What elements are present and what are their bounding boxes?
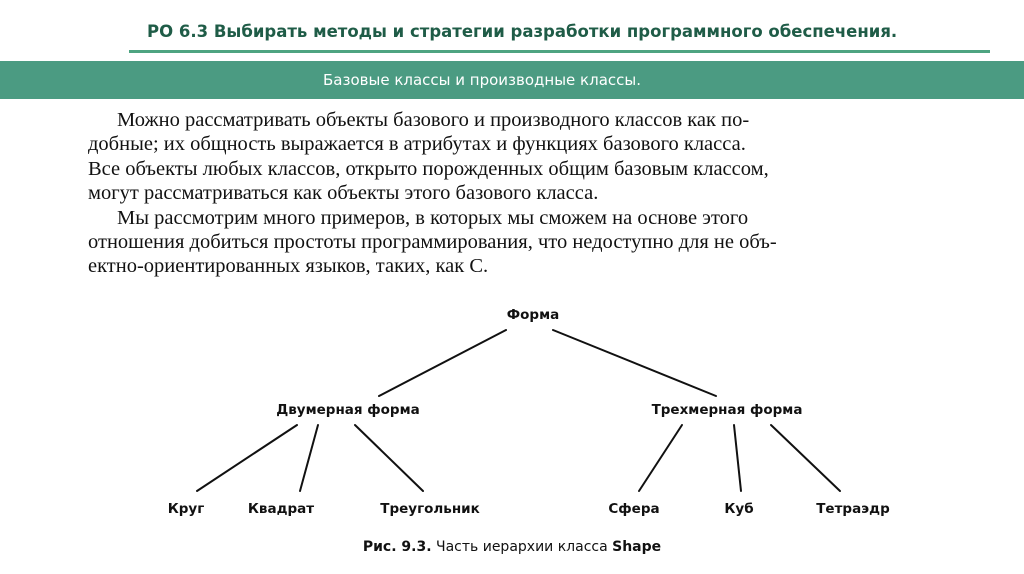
paragraph-1-line-2: добные; их общность выражается в атрибутах и функциях базового класса. [88, 133, 746, 156]
edge-3d-to-tetrahedron [771, 425, 840, 491]
paragraph-1-line-3: Все объекты любых классов, открыто порожденных общим базовым классом, [88, 157, 769, 180]
paragraph-1-line-1: Можно рассматривать объекты базового и производного классов как по- [117, 109, 750, 131]
edge-2d-to-square [300, 425, 318, 491]
node-root: Форма [506, 307, 560, 323]
edge-2d-to-triangle [355, 425, 423, 491]
paragraph-2-line-1: Мы рассмотрим много примеров, в которых мы сможем на основе этого [117, 206, 749, 229]
node-2d-shape: Двумерная форма [276, 402, 420, 418]
paragraph-1-line-4: могут рассматриваться как объекты этого базового класса. [88, 182, 599, 205]
edge-root-to-3d [553, 330, 716, 396]
node-3d-shape: Трехмерная форма [651, 402, 803, 418]
paragraph-2-line-3: ектно-ориентированных языков, таких, как С. [88, 255, 489, 278]
slide-header-title: РО 6.3 Выбирать методы и стратегии разработки программного обеспечения. [147, 22, 898, 41]
edge-3d-to-sphere [639, 425, 682, 491]
node-circle: Круг [167, 501, 205, 517]
banner-title: Базовые классы и производные классы. [323, 71, 641, 89]
caption-figure-label: Рис. 9.3. [362, 539, 432, 555]
caption-text: Часть иерархии класса [435, 539, 608, 555]
node-cube: Куб [724, 501, 754, 517]
edge-2d-to-circle [197, 425, 297, 491]
edge-root-to-2d [379, 330, 506, 396]
paragraph-2-line-2: отношения добиться простоты программирования, что недоступно для не объ- [88, 230, 777, 253]
node-sphere: Сфера [608, 501, 660, 517]
caption-class-name: Shape [612, 539, 662, 555]
node-square: Квадрат [247, 501, 315, 517]
node-tetrahedron: Тетраэдр [816, 501, 890, 517]
node-triangle: Треугольник [380, 501, 480, 517]
figure-caption [0, 539, 1024, 555]
edge-3d-to-cube [734, 425, 741, 491]
